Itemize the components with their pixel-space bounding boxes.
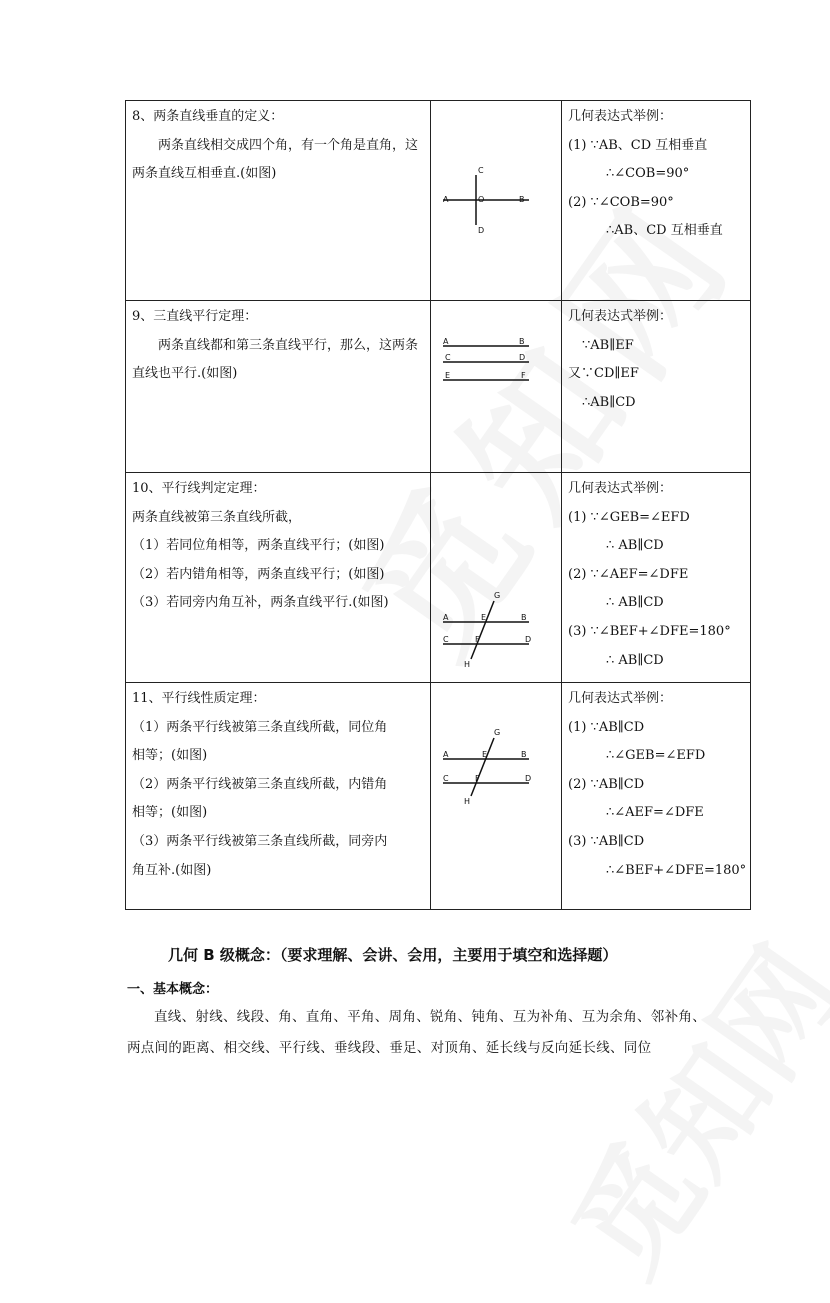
label-e: E [482, 750, 488, 759]
label-e: E [481, 613, 487, 622]
label-g: G [494, 728, 501, 737]
label-d: D [525, 774, 532, 783]
expr-header: 几何表达式举例： [568, 309, 673, 324]
expr-line: (2) ∵∠AEF=∠DFE [568, 566, 689, 582]
row-title: 9、三直线平行定理： [132, 309, 258, 324]
row-title: 10、平行线判定定理： [132, 481, 266, 496]
label-c: C [445, 353, 451, 362]
label-a: A [443, 337, 449, 346]
row-line: （3）两条平行线被第三条直线所截，同旁内 [132, 833, 388, 849]
row-line: 两条直线被第三条直线所截， [132, 509, 302, 525]
section-heading: 几何 B 级概念：（要求理解、会讲、会用，主要用于填空和选择题） [168, 946, 618, 964]
row-line: （1）两条平行线被第三条直线所截，同位角 [132, 719, 388, 735]
label-c: C [443, 774, 449, 783]
expr-line: (1) ∵AB、CD 互相垂直 [568, 137, 708, 153]
row-line: （1）若同位角相等，两条直线平行；(如图) [132, 538, 385, 554]
expr-line: (1) ∵AB∥CD [568, 719, 645, 735]
row-title: 8、两条直线垂直的定义： [132, 109, 284, 124]
label-a: A [443, 195, 449, 204]
row-line: （3）若同旁内角互补，两条直线平行.(如图) [132, 595, 389, 611]
label-c: C [478, 166, 484, 175]
label-h: H [464, 797, 471, 806]
row-line: （2）两条平行线被第三条直线所截，内错角 [132, 776, 388, 792]
label-g: G [494, 591, 501, 600]
row-line: （2）若内错角相等，两条直线平行；(如图) [132, 566, 385, 582]
label-o: O [478, 195, 485, 204]
label-h: H [464, 660, 471, 669]
row-text: 两条直线都和第三条直线平行，那么，这两条直线也平行.(如图) [132, 337, 419, 382]
expr-line: (3) ∵∠BEF+∠DFE=180° [568, 623, 731, 639]
theorem-table [125, 100, 751, 910]
expr-line: 又∵CD∥EF [568, 366, 639, 382]
section-subheading: 一、基本概念： [127, 982, 219, 997]
label-d: D [519, 353, 526, 362]
label-b: B [521, 613, 527, 622]
table-row [126, 473, 751, 683]
label-a: A [443, 750, 449, 759]
label-e: E [445, 371, 451, 380]
expr-line: ∴ AB∥CD [606, 538, 664, 554]
expr-line: ∴∠BEF+∠DFE=180° [606, 862, 747, 878]
expr-line: ∴ AB∥CD [606, 595, 664, 611]
label-b: B [519, 195, 525, 204]
expr-line: ∴AB∥CD [582, 394, 636, 410]
row-line: 相等；(如图) [132, 748, 208, 764]
expr-line: ∴∠AEF=∠DFE [606, 805, 704, 821]
table-row [126, 301, 751, 473]
expr-line: (1) ∵∠GEB=∠EFD [568, 509, 690, 525]
expr-line: ∴ AB∥CD [606, 652, 664, 668]
expr-header: 几何表达式举例： [568, 481, 673, 496]
table-row [126, 683, 751, 910]
expr-line: ∵AB∥EF [582, 337, 634, 353]
expr-line: (3) ∵AB∥CD [568, 833, 645, 849]
expr-line: ∴AB、CD 互相垂直 [606, 223, 723, 239]
expr-header: 几何表达式举例： [568, 691, 673, 706]
label-c: C [443, 635, 449, 644]
row-title: 11、平行线性质定理： [132, 691, 266, 706]
expr-line: ∴∠COB=90° [606, 166, 690, 182]
label-f: F [475, 635, 480, 644]
label-b: B [519, 337, 525, 346]
table-row [126, 101, 751, 301]
row-text: 两条直线相交成四个角，有一个角是直角，这两条直线互相垂直.(如图) [132, 137, 419, 182]
label-d: D [478, 226, 485, 235]
expr-line: (2) ∵AB∥CD [568, 776, 645, 792]
expr-line: (2) ∵∠COB=90° [568, 194, 674, 210]
expr-line: ∴∠GEB=∠EFD [606, 748, 706, 764]
label-f: F [475, 774, 480, 783]
label-f: F [521, 371, 526, 380]
concept-paragraph: 直线、射线、线段、角、直角、平角、周角、锐角、钝角、互为补角、互为余角、邻补角、两点间的距离、相交线、平行线、垂线段、垂足、对顶角、延长线与反向延长线、同位 [127, 1009, 706, 1056]
label-a: A [443, 613, 449, 622]
watermark-2 [526, 909, 830, 1303]
row-line: 角互补.(如图) [132, 862, 212, 878]
expr-header: 几何表达式举例： [568, 109, 673, 124]
label-b: B [521, 750, 527, 759]
row-line: 相等；(如图) [132, 805, 208, 821]
label-d: D [525, 635, 532, 644]
